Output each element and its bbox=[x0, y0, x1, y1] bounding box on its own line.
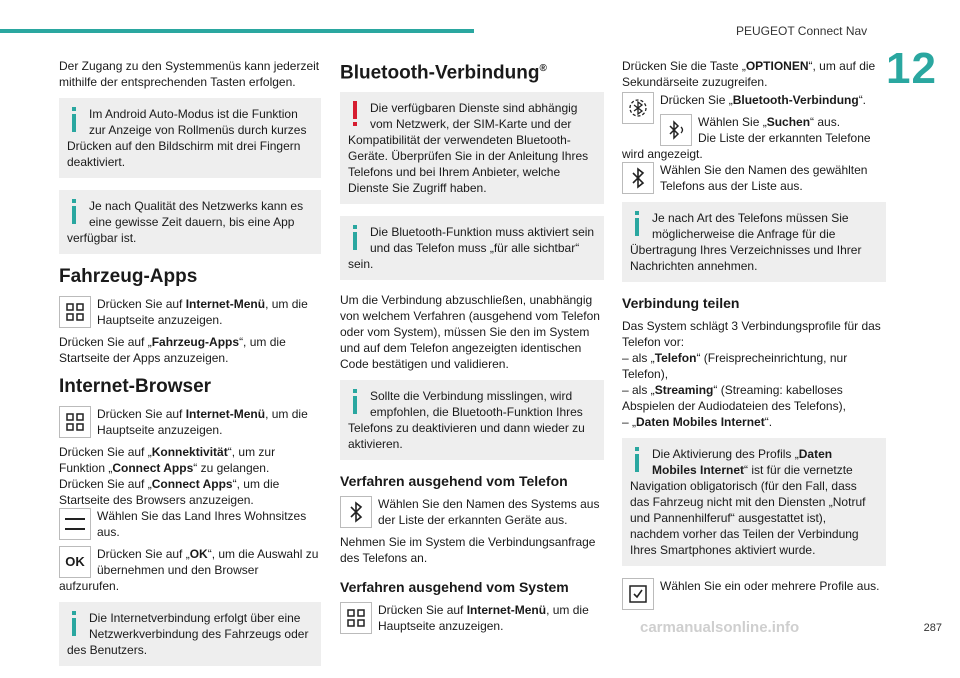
info-icon bbox=[67, 611, 81, 641]
profile-list-item: – „Daten Mobiles Internet“. bbox=[622, 415, 773, 429]
info-icon bbox=[67, 199, 81, 229]
intro-text: Der Zugang zu den Systemmenüs kann jederzeit mithilfe der entsprechenden Tasten erfolgen. bbox=[59, 59, 320, 89]
step-bluetooth-connection: Drücken Sie „Bluetooth-Verbindung“. bbox=[622, 92, 886, 108]
search-bluetooth-icon bbox=[660, 114, 692, 146]
ok-button-icon: OK bbox=[59, 546, 91, 578]
info-note: Die Bluetooth-Funktion muss aktiviert sein und das Telefon muss „für alle sichtbar“ sein. bbox=[340, 216, 604, 280]
step-internet-menu: Drücken Sie auf Internet-Menü, um die Hauptseite anzuzeigen. bbox=[340, 602, 604, 634]
heading-internet-browser: Internet-Browser bbox=[59, 376, 212, 397]
bluetooth-icon bbox=[622, 162, 654, 194]
heading-bluetooth: Bluetooth-Verbindung® bbox=[340, 62, 547, 84]
warning-icon bbox=[348, 101, 362, 131]
step-internet-menu: Drücken Sie auf Internet-Menü, um die Hauptseite anzuzeigen. bbox=[59, 406, 321, 438]
info-icon bbox=[630, 211, 644, 241]
heading-vehicle-apps: Fahrzeug-Apps bbox=[59, 266, 198, 287]
share-intro: Das System schlägt 3 Verbindungsprofile für das Telefon vor: bbox=[622, 319, 881, 349]
heading-from-phone: Verfahren ausgehend vom Telefon bbox=[340, 473, 568, 490]
options-instruction: Drücken Sie die Taste „OPTIONEN“, um auf die Sekundärseite zuzugreifen. bbox=[622, 59, 876, 89]
checkbox-icon bbox=[622, 578, 654, 610]
column-right bbox=[622, 58, 886, 610]
pairing-text: Um die Verbindung abzuschließen, unabhängig von welchem Verfahren (ausgehend vom Telefon oder vom System), müssen Sie den im System und auf dem Telefon angezeigten identischen Code bestätigen und validieren. bbox=[340, 293, 600, 372]
watermark: carmanualsonline.info bbox=[640, 619, 800, 636]
list-icon bbox=[59, 508, 91, 540]
warning-note: Die verfügbaren Dienste sind abhängig vom Netzwerk, der SIM-Karte und der Kompatibilität der verwendeten Bluetooth-Geräte. Überprüfen Sie in der Anleitung Ihres Telefons und bei Ihrem Anbieter, welche Dienste Sie Zugriff haben. bbox=[340, 92, 604, 204]
step-select-country: Wählen Sie das Land Ihres Wohnsitzes aus. bbox=[59, 508, 321, 540]
info-icon bbox=[348, 389, 362, 419]
info-icon bbox=[630, 447, 644, 477]
info-note: Je nach Art des Telefons müssen Sie möglicherweise die Anfrage für die Übertragung Ihres Verzeichnisses und Ihrer Nachrichten annehmen. bbox=[622, 202, 886, 282]
profile-list-item: – als „Telefon“ (Freisprecheinrichtung, nur Telefon), bbox=[622, 351, 848, 381]
apps-instruction: Drücken Sie auf „Fahrzeug-Apps“, um die Startseite der Apps anzuzeigen. bbox=[59, 335, 286, 365]
internet-menu-icon bbox=[59, 296, 91, 328]
info-icon bbox=[348, 225, 362, 255]
heading-from-system: Verfahren ausgehend vom System bbox=[340, 579, 569, 596]
connectivity-instruction: Drücken Sie auf „Konnektivität“, um zur Funktion „Connect Apps“ zu gelangen. bbox=[59, 445, 276, 475]
column-middle bbox=[340, 58, 604, 640]
bluetooth-icon bbox=[340, 496, 372, 528]
info-note: Sollte die Verbindung misslingen, wird empfohlen, die Bluetooth-Funktion Ihres Telefons zu deaktivieren und dann wieder zu aktivieren. bbox=[340, 380, 604, 460]
accept-request-text: Nehmen Sie im System die Verbindungsanfrage des Telefons an. bbox=[340, 535, 596, 566]
step-search: Wählen Sie „Suchen“ aus. Die Liste der erkannten Telefone wird angezeigt. bbox=[622, 115, 871, 161]
info-note: Im Android Auto-Modus ist die Funktion zur Anzeige von Rollmenüs durch kurzes Drücken auf den Bildschirm mit drei Fingern deaktiviert. bbox=[59, 98, 321, 178]
step-select-phone: Wählen Sie den Namen des gewählten Telefons aus der Liste aus. bbox=[622, 162, 886, 194]
internet-menu-icon bbox=[59, 406, 91, 438]
step-select-system: Wählen Sie den Namen des Systems aus der Liste der erkannten Geräte aus. bbox=[340, 496, 604, 528]
connect-apps-instruction: Drücken Sie auf „Connect Apps“, um die Startseite des Browsers anzuzeigen. bbox=[59, 477, 280, 507]
bluetooth-settings-icon bbox=[622, 92, 654, 124]
internet-menu-icon bbox=[340, 602, 372, 634]
step-internet-menu: Drücken Sie auf Internet-Menü, um die Hauptseite anzuzeigen. bbox=[59, 296, 321, 328]
profile-list-item: – als „Streaming“ (Streaming: kabelloses Abspielen der Audiodateien des Telefons), bbox=[622, 383, 846, 413]
info-note: Die Internetverbindung erfolgt über eine Netzwerkverbindung des Fahrzeugs oder des Benutzers. bbox=[59, 602, 321, 666]
info-note: Je nach Qualität des Netzwerks kann es eine gewisse Zeit dauern, bis eine App verfügbar ist. bbox=[59, 190, 321, 254]
heading-share-connection: Verbindung teilen bbox=[622, 295, 740, 311]
info-note: Die Aktivierung des Profils „Daten Mobiles Internet“ ist für die vernetzte Navigation obligatorisch (für den Fall, dass das Fahrzeug nicht mit den Diensten „Notruf und Pannenhilferuf“ ausgestattet ist), nachdem vorher das Teilen der Verbindung Ihres Smartphones aktiviert wurde. bbox=[622, 438, 886, 566]
chapter-number: 12 bbox=[886, 44, 937, 93]
header-accent-bar bbox=[0, 29, 474, 33]
header-title: PEUGEOT Connect Nav bbox=[736, 24, 868, 38]
step-select-profiles: Wählen Sie ein oder mehrere Profile aus. bbox=[622, 578, 886, 594]
step-ok: OK Drücken Sie auf „OK“, um die Auswahl zu übernehmen und den Browser aufzurufen. bbox=[59, 547, 319, 593]
info-icon bbox=[67, 107, 81, 137]
column-left bbox=[59, 58, 321, 678]
page-number: 287 bbox=[923, 622, 942, 634]
